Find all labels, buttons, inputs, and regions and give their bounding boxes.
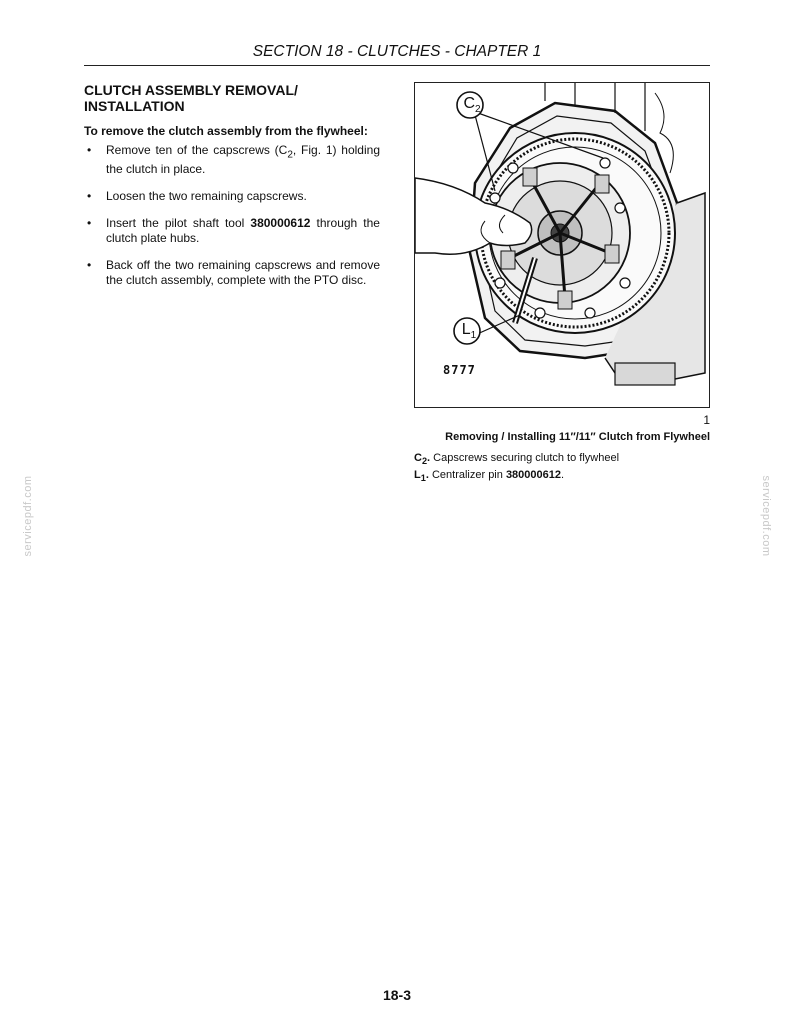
procedure-subheading: To remove the clutch assembly from the flywheel: xyxy=(84,124,368,138)
watermark-left: servicepdf.com xyxy=(22,475,34,557)
legend-key-separator: . xyxy=(425,469,429,482)
tool-part-number: 380000612 xyxy=(250,216,311,231)
step-item xyxy=(84,258,380,288)
callout-subscript: 1 xyxy=(470,330,477,342)
legend-key xyxy=(414,452,431,467)
heading-line-1: CLUTCH ASSEMBLY REMOVAL/ xyxy=(84,82,298,98)
figure-legend xyxy=(414,451,710,485)
clutch-drawing xyxy=(415,83,709,407)
step-text-tail: , Fig. 1) holding the clutch in place. xyxy=(106,143,380,177)
legend-key-letter: C xyxy=(414,452,422,464)
step-text: Insert the pilot shaft tool xyxy=(106,216,251,231)
step-item xyxy=(84,216,380,246)
page-number: 18-3 xyxy=(382,987,412,1003)
legend-text: Capscrews securing clutch to flywheel xyxy=(433,452,620,464)
clutch-illustration xyxy=(414,82,710,408)
legend-text-tail: . xyxy=(561,469,565,482)
callout-c2 xyxy=(457,95,487,119)
step-item xyxy=(84,189,380,204)
step-text: Back off the two remaining capscrews and remove the clutch assembly, complete with the PTO disc. xyxy=(106,258,380,288)
section-header: SECTION 18 - CLUTCHES - CHAPTER 1 xyxy=(84,43,710,66)
procedure-column xyxy=(84,82,380,300)
bullet-glyph: • xyxy=(87,143,92,157)
step-item xyxy=(84,143,380,177)
step-text: Remove ten of the capscrews (C xyxy=(106,143,288,157)
legend-part-number: 380000612 xyxy=(505,469,561,482)
step-subscript: 2 xyxy=(287,149,293,161)
legend-text: Centralizer pin xyxy=(431,469,506,482)
legend-key-letter: L xyxy=(414,469,421,482)
legend-key xyxy=(414,469,429,484)
heading-line-2: INSTALLATION xyxy=(84,98,185,114)
figure-number: 1 xyxy=(703,413,710,427)
legend-key-subscript: 1 xyxy=(420,473,426,484)
callout-subscript: 2 xyxy=(475,104,481,116)
step-text: Loosen the two remaining capscrews. xyxy=(106,189,307,204)
legend-row xyxy=(414,451,710,468)
callout-letter: L xyxy=(461,321,471,338)
image-code: 8777 xyxy=(443,363,476,377)
legend-key-separator: . xyxy=(427,452,431,464)
bullet-glyph: • xyxy=(87,216,92,231)
callout-letter: C xyxy=(463,95,475,112)
legend-row xyxy=(414,468,710,485)
bullet-glyph: • xyxy=(87,189,92,204)
watermark-right: servicepdf.com xyxy=(760,475,772,557)
callout-l1 xyxy=(454,321,484,345)
bullet-glyph: • xyxy=(87,258,92,273)
step-text-tail: through the clutch plate hubs. xyxy=(106,216,380,246)
procedure-heading xyxy=(84,82,380,114)
legend-key-subscript: 2 xyxy=(421,456,428,467)
figure-caption: Removing / Installing 11″/11″ Clutch from Flywheel xyxy=(445,431,710,443)
step-list xyxy=(84,143,380,288)
